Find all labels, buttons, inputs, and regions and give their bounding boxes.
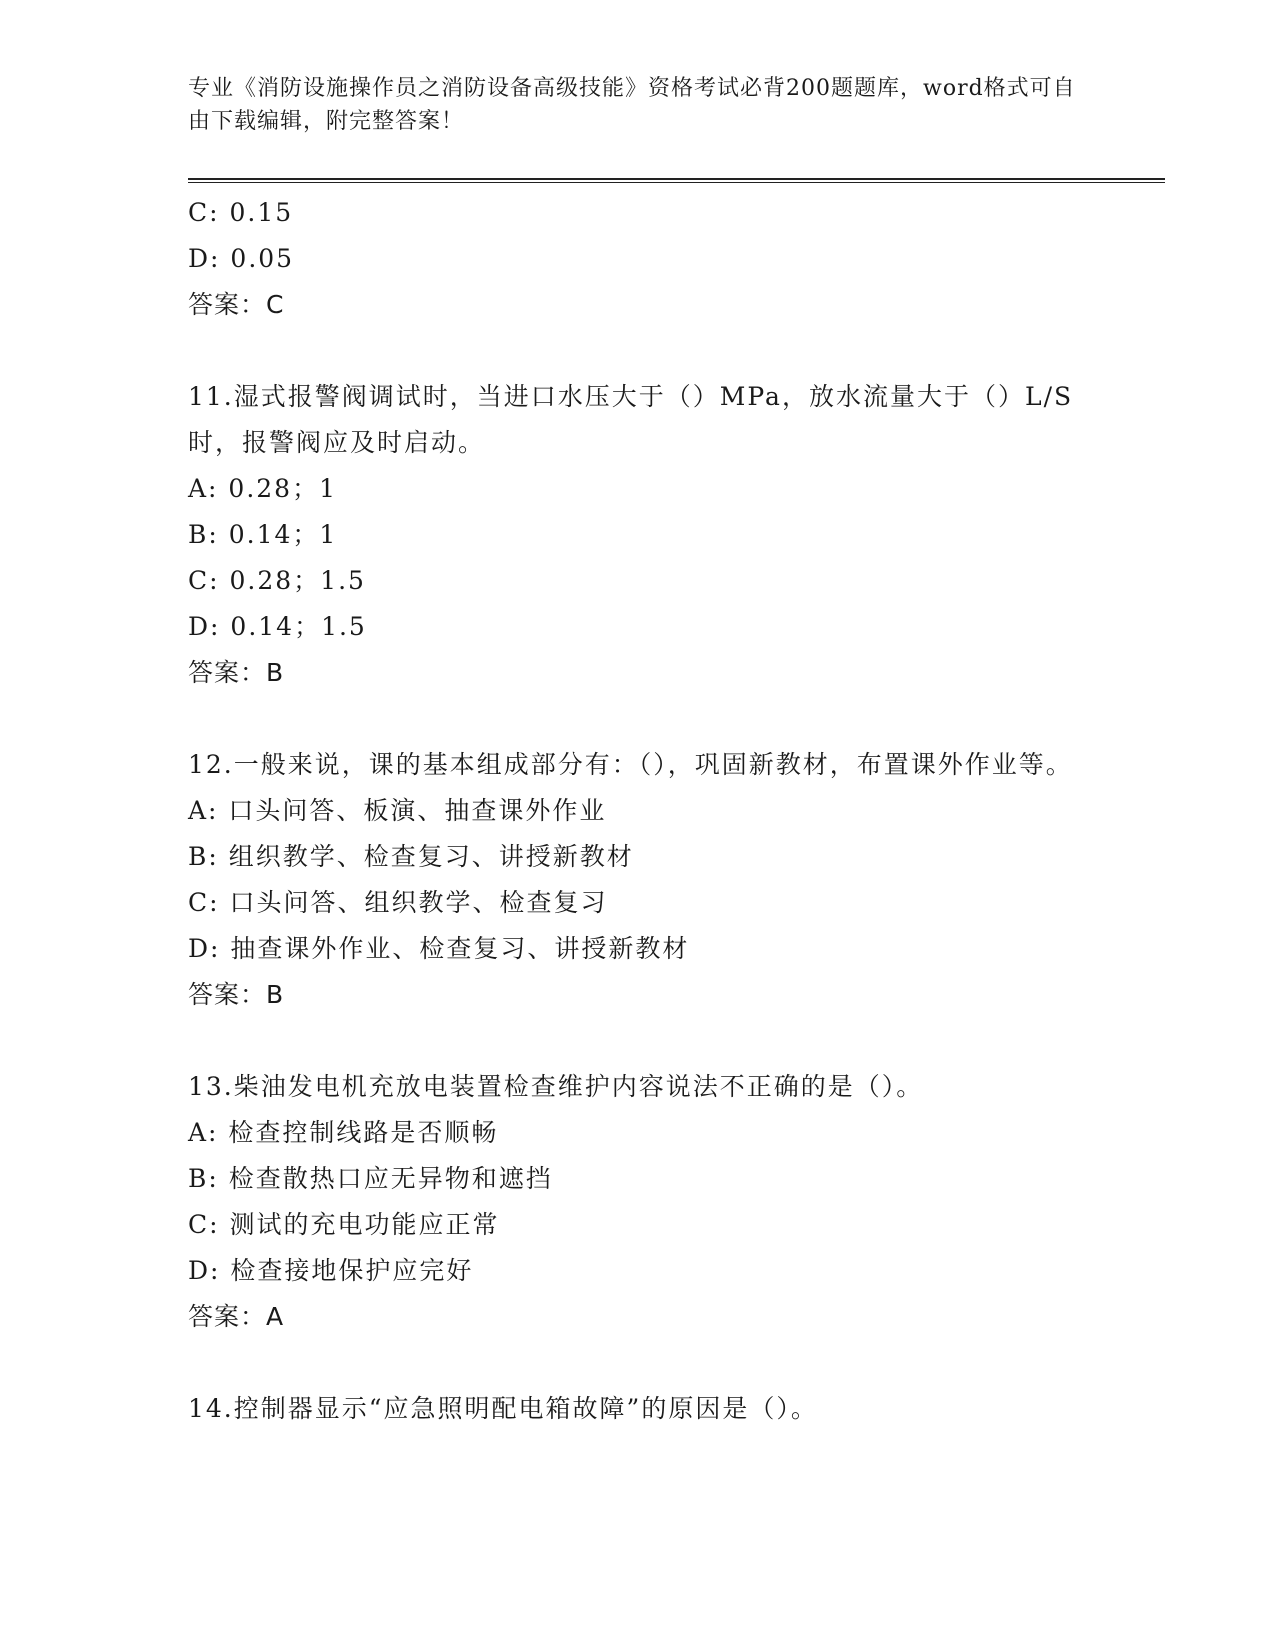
question-12-option-a: A: 口头问答、板演、抽查课外作业 — [188, 796, 607, 825]
question-12-option-c: C: 口头问答、组织教学、检查复习 — [188, 888, 608, 917]
question-13-option-a: A: 检查控制线路是否顺畅 — [188, 1118, 499, 1147]
question-12-option-d: D: 抽查课外作业、检查复习、讲授新教材 — [188, 934, 690, 963]
question-13-option-d: D: 检查接地保护应完好 — [188, 1256, 474, 1285]
question-11-option-b: B: 0.14；1 — [188, 520, 338, 549]
question-13-option-b: B: 检查散热口应无异物和遮挡 — [188, 1164, 553, 1193]
option-d: D: 0.05 — [188, 244, 295, 273]
question-13-answer: 答案：A — [188, 1302, 285, 1331]
question-12-stem: 12.一般来说，课的基本组成部分有：（），巩固新教材，布置课外作业等。 — [188, 750, 1073, 779]
document-header: 专业《消防设施操作员之消防设备高级技能》资格考试必背200题题库，word格式可自由下载编辑，附完整答案！ — [188, 76, 1076, 134]
question-11-option-a: A: 0.28；1 — [188, 474, 337, 503]
question-11-stem: 11.湿式报警阀调试时，当进口水压大于（）MPa，放水流量大于（）L/S时，报警阀应及时启动。 — [188, 382, 1074, 457]
question-11-option-c: C: 0.28；1.5 — [188, 566, 366, 595]
question-12-answer: 答案：B — [188, 980, 285, 1009]
question-12-option-b: B: 组织教学、检查复习、讲授新教材 — [188, 842, 634, 871]
question-13-stem: 13.柴油发电机充放电装置检查维护内容说法不正确的是（）。 — [188, 1072, 924, 1101]
header-divider — [188, 178, 1165, 183]
question-content — [188, 190, 1088, 1432]
option-c: C: 0.15 — [188, 198, 294, 227]
answer-line: 答案：C — [188, 290, 285, 319]
question-11-option-d: D: 0.14；1.5 — [188, 612, 367, 641]
question-11-answer: 答案：B — [188, 658, 285, 687]
question-14-stem: 14.控制器显示“应急照明配电箱故障”的原因是（）。 — [188, 1394, 818, 1423]
question-13-option-c: C: 测试的充电功能应正常 — [188, 1210, 500, 1239]
